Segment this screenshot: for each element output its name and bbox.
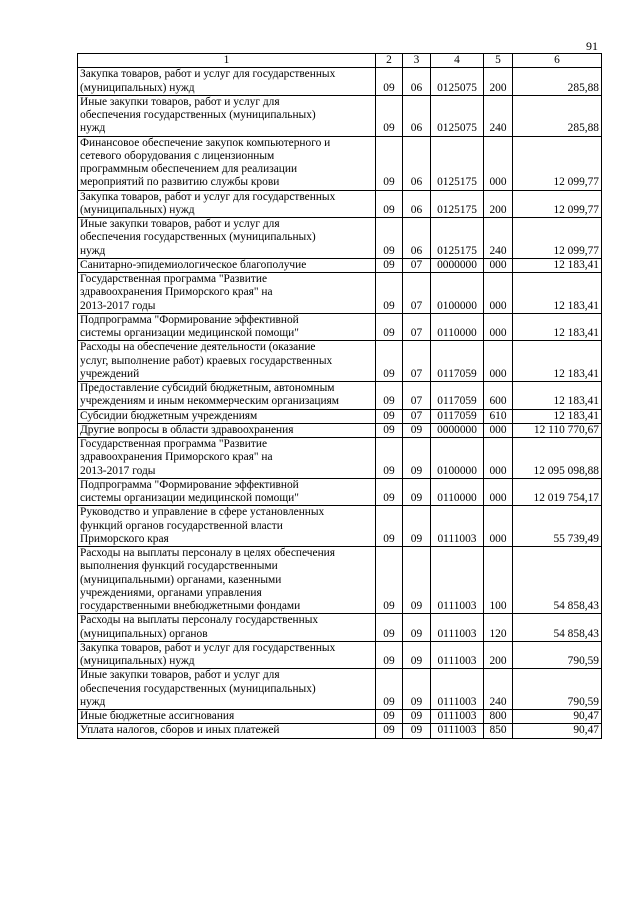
table-row: [78, 547, 602, 614]
amount-cell: 12 110 770,67: [513, 423, 602, 437]
row-name-line: Предоставление субсидий бюджетным, автономным: [80, 382, 335, 394]
code-expense-type-cell: 800: [484, 710, 513, 724]
row-name-cell: [78, 423, 376, 437]
row-name-line: нужд: [80, 244, 106, 257]
code-section-cell: 09: [376, 258, 403, 272]
table-row: [78, 382, 602, 410]
amount-cell: 12 095 098,88: [513, 438, 602, 479]
code-section-cell: 09: [376, 68, 403, 96]
code-expense-type-cell: 610: [484, 409, 513, 423]
row-name-line: Уплата налогов, сборов и иных платежей: [80, 724, 280, 737]
code-subsection-cell: 09: [403, 614, 431, 642]
row-name-line: здравоохранения Приморского края" на: [80, 286, 273, 299]
code-target-cell: 0125075: [431, 95, 484, 136]
row-name-line: Иные бюджетные ассигнования: [80, 710, 235, 722]
code-expense-type-cell: 240: [484, 218, 513, 259]
row-name-cell: [78, 258, 376, 272]
amount-cell: 790,59: [513, 669, 602, 710]
code-subsection-cell: 07: [403, 382, 431, 410]
row-name-line: учреждениями, органами управления: [80, 586, 262, 599]
header-cell: 4: [431, 54, 484, 68]
row-name-line: системы организации медицинской помощи": [80, 327, 299, 339]
code-expense-type-cell: 600: [484, 382, 513, 410]
code-expense-type-cell: 000: [484, 136, 513, 190]
code-subsection-cell: 09: [403, 724, 431, 738]
table-row: [78, 95, 602, 136]
row-name-cell: [78, 409, 376, 423]
row-name-cell: [78, 478, 376, 506]
row-name-line: Закупка товаров, работ и услуг для государственных: [80, 190, 336, 203]
row-name-cell: [78, 506, 376, 547]
code-section-cell: 09: [376, 313, 403, 341]
amount-cell: 12 183,41: [513, 409, 602, 423]
row-name-line: обеспечения государственных (муниципальных): [80, 682, 316, 695]
amount-cell: 12 183,41: [513, 313, 602, 341]
code-subsection-cell: 09: [403, 506, 431, 547]
code-target-cell: 0100000: [431, 273, 484, 314]
code-target-cell: 0110000: [431, 313, 484, 341]
row-name-line: здравоохранения Приморского края" на: [80, 451, 273, 464]
code-subsection-cell: 06: [403, 68, 431, 96]
code-subsection-cell: 06: [403, 218, 431, 259]
row-name-line: государственными внебюджетными фондами: [80, 600, 301, 612]
row-name-cell: [78, 190, 376, 218]
amount-cell: 12 019 754,17: [513, 478, 602, 506]
amount-cell: 54 858,43: [513, 614, 602, 642]
row-name-cell: [78, 547, 376, 614]
row-name-line: Расходы на выплаты персоналу в целях обеспечения: [80, 547, 336, 559]
code-subsection-cell: 06: [403, 95, 431, 136]
table-row: [78, 724, 602, 738]
table-row: [78, 258, 602, 272]
table-row: [78, 409, 602, 423]
row-name-line: функций органов государственной власти: [80, 519, 283, 532]
header-cell: 3: [403, 54, 431, 68]
header-cell: 5: [484, 54, 513, 68]
code-target-cell: 0117059: [431, 341, 484, 382]
code-expense-type-cell: 850: [484, 724, 513, 738]
row-name-cell: [78, 438, 376, 479]
amount-cell: 55 739,49: [513, 506, 602, 547]
row-name-cell: [78, 614, 376, 642]
code-expense-type-cell: 000: [484, 478, 513, 506]
row-name-cell: [78, 136, 376, 190]
code-subsection-cell: 07: [403, 341, 431, 382]
code-expense-type-cell: 000: [484, 506, 513, 547]
code-target-cell: 0000000: [431, 258, 484, 272]
table-row: [78, 273, 602, 314]
row-name-cell: [78, 710, 376, 724]
code-subsection-cell: 07: [403, 258, 431, 272]
code-section-cell: 09: [376, 382, 403, 410]
code-target-cell: 0111003: [431, 506, 484, 547]
row-name-line: (муниципальными) органами, казенными: [80, 573, 282, 586]
code-section-cell: 09: [376, 423, 403, 437]
row-name-line: (муниципальных) нужд: [80, 81, 195, 94]
code-subsection-cell: 09: [403, 641, 431, 669]
code-section-cell: 09: [376, 641, 403, 669]
code-target-cell: 0125175: [431, 218, 484, 259]
code-expense-type-cell: 000: [484, 438, 513, 479]
code-target-cell: 0125175: [431, 136, 484, 190]
code-subsection-cell: 09: [403, 478, 431, 506]
row-name-cell: [78, 382, 376, 410]
row-name-line: (муниципальных) органов: [80, 627, 208, 640]
table-row: [78, 313, 602, 341]
row-name-line: Финансовое обеспечение закупок компьютерного и: [80, 136, 331, 149]
amount-cell: 90,47: [513, 710, 602, 724]
row-name-line: (муниципальных) нужд: [80, 655, 195, 667]
code-expense-type-cell: 240: [484, 669, 513, 710]
row-name-line: обеспечения государственных (муниципальных): [80, 109, 316, 121]
table-row: [78, 710, 602, 724]
table-row: [78, 218, 602, 259]
amount-cell: 12 183,41: [513, 273, 602, 314]
code-subsection-cell: 06: [403, 136, 431, 190]
code-section-cell: 09: [376, 710, 403, 724]
code-subsection-cell: 09: [403, 669, 431, 710]
table-header-row: [78, 54, 602, 68]
amount-cell: 54 858,43: [513, 547, 602, 614]
code-expense-type-cell: 100: [484, 547, 513, 614]
row-name-line: Иные закупки товаров, работ и услуг для: [80, 95, 280, 108]
row-name-line: Подпрограмма "Формирование эффективной: [80, 478, 299, 491]
row-name-cell: [78, 341, 376, 382]
code-target-cell: 0111003: [431, 614, 484, 642]
row-name-line: 2013-2017 годы: [80, 299, 156, 312]
row-name-cell: [78, 724, 376, 738]
header-cell: 1: [78, 54, 376, 68]
code-subsection-cell: 09: [403, 547, 431, 614]
page-number: 91: [586, 39, 598, 53]
code-subsection-cell: 09: [403, 438, 431, 479]
code-target-cell: 0117059: [431, 382, 484, 410]
row-name-line: Субсидии бюджетным учреждениям: [80, 409, 258, 422]
code-section-cell: 09: [376, 506, 403, 547]
row-name-line: Иные закупки товаров, работ и услуг для: [80, 218, 280, 230]
code-section-cell: 09: [376, 95, 403, 136]
table-row: [78, 68, 602, 96]
row-name-line: 2013-2017 годы: [80, 464, 156, 477]
row-name-line: Приморского края: [80, 532, 169, 545]
table-row: [78, 438, 602, 479]
amount-cell: 12 183,41: [513, 258, 602, 272]
code-target-cell: 0125175: [431, 190, 484, 218]
code-expense-type-cell: 000: [484, 258, 513, 272]
amount-cell: 90,47: [513, 724, 602, 738]
row-name-line: программным обеспечением для реализации: [80, 163, 298, 175]
budget-table: [77, 53, 602, 739]
code-target-cell: 0110000: [431, 478, 484, 506]
row-name-line: Государственная программа "Развитие: [80, 438, 268, 450]
amount-cell: 285,88: [513, 68, 602, 96]
code-target-cell: 0111003: [431, 710, 484, 724]
code-expense-type-cell: 200: [484, 68, 513, 96]
header-cell: 2: [376, 54, 403, 68]
code-section-cell: 09: [376, 547, 403, 614]
code-subsection-cell: 07: [403, 273, 431, 314]
header-cell: 6: [513, 54, 602, 68]
code-expense-type-cell: 120: [484, 614, 513, 642]
code-expense-type-cell: 000: [484, 313, 513, 341]
amount-cell: 790,59: [513, 641, 602, 669]
table-row: [78, 641, 602, 669]
code-target-cell: 0111003: [431, 724, 484, 738]
code-section-cell: 09: [376, 273, 403, 314]
row-name-line: Санитарно-эпидемиологическое благополучие: [80, 258, 307, 271]
row-name-line: Закупка товаров, работ и услуг для государственных: [80, 641, 336, 654]
row-name-line: сетевого оборудования с лицензионным: [80, 149, 275, 162]
code-subsection-cell: 07: [403, 313, 431, 341]
code-target-cell: 0111003: [431, 641, 484, 669]
code-expense-type-cell: 240: [484, 95, 513, 136]
amount-cell: 12 099,77: [513, 136, 602, 190]
row-name-line: Подпрограмма "Формирование эффективной: [80, 313, 299, 326]
row-name-line: системы организации медицинской помощи": [80, 492, 299, 504]
code-target-cell: 0125075: [431, 68, 484, 96]
row-name-line: нужд: [80, 695, 106, 708]
row-name-line: учреждений: [80, 367, 140, 380]
row-name-line: услуг, выполнение работ) краевых государственных: [80, 354, 333, 367]
code-section-cell: 09: [376, 614, 403, 642]
amount-cell: 12 099,77: [513, 218, 602, 259]
row-name-line: Расходы на обеспечение деятельности (оказание: [80, 341, 316, 354]
code-section-cell: 09: [376, 409, 403, 423]
row-name-line: Другие вопросы в области здравоохранения: [80, 423, 294, 436]
row-name-line: Государственная программа "Развитие: [80, 273, 268, 285]
table-row: [78, 190, 602, 218]
code-section-cell: 09: [376, 724, 403, 738]
code-expense-type-cell: 200: [484, 641, 513, 669]
code-section-cell: 09: [376, 478, 403, 506]
code-section-cell: 09: [376, 341, 403, 382]
row-name-line: Иные закупки товаров, работ и услуг для: [80, 669, 280, 682]
row-name-line: учреждениям и иным некоммерческим организациям: [80, 395, 340, 408]
amount-cell: 12 099,77: [513, 190, 602, 218]
table-row: [78, 614, 602, 642]
table-row: [78, 136, 602, 190]
row-name-cell: [78, 669, 376, 710]
row-name-line: выполнения функций государственными: [80, 560, 278, 573]
code-target-cell: 0000000: [431, 423, 484, 437]
row-name-line: (муниципальных) нужд: [80, 203, 195, 216]
table-row: [78, 669, 602, 710]
table-row: [78, 423, 602, 437]
code-expense-type-cell: 000: [484, 273, 513, 314]
row-name-line: Расходы на выплаты персоналу государственных: [80, 614, 319, 627]
table-row: [78, 341, 602, 382]
amount-cell: 12 183,41: [513, 382, 602, 410]
row-name-cell: [78, 313, 376, 341]
amount-cell: 285,88: [513, 95, 602, 136]
code-section-cell: 09: [376, 438, 403, 479]
table-row: [78, 478, 602, 506]
row-name-line: Руководство и управление в сфере установленных: [80, 506, 325, 519]
code-target-cell: 0111003: [431, 669, 484, 710]
row-name-line: нужд: [80, 122, 106, 135]
code-expense-type-cell: 000: [484, 423, 513, 437]
code-subsection-cell: 07: [403, 409, 431, 423]
row-name-cell: [78, 273, 376, 314]
row-name-cell: [78, 218, 376, 259]
code-expense-type-cell: 200: [484, 190, 513, 218]
amount-cell: 12 183,41: [513, 341, 602, 382]
code-section-cell: 09: [376, 218, 403, 259]
row-name-cell: [78, 68, 376, 96]
row-name-cell: [78, 641, 376, 669]
code-target-cell: 0111003: [431, 547, 484, 614]
table-row: [78, 506, 602, 547]
code-target-cell: 0100000: [431, 438, 484, 479]
code-subsection-cell: 06: [403, 190, 431, 218]
code-section-cell: 09: [376, 669, 403, 710]
row-name-line: мероприятий по развитию службы крови: [80, 176, 280, 189]
code-subsection-cell: 09: [403, 423, 431, 437]
code-subsection-cell: 09: [403, 710, 431, 724]
row-name-cell: [78, 95, 376, 136]
row-name-line: Закупка товаров, работ и услуг для государственных: [80, 68, 336, 81]
row-name-line: обеспечения государственных (муниципальных): [80, 231, 316, 244]
code-expense-type-cell: 000: [484, 341, 513, 382]
code-section-cell: 09: [376, 136, 403, 190]
code-target-cell: 0117059: [431, 409, 484, 423]
code-section-cell: 09: [376, 190, 403, 218]
